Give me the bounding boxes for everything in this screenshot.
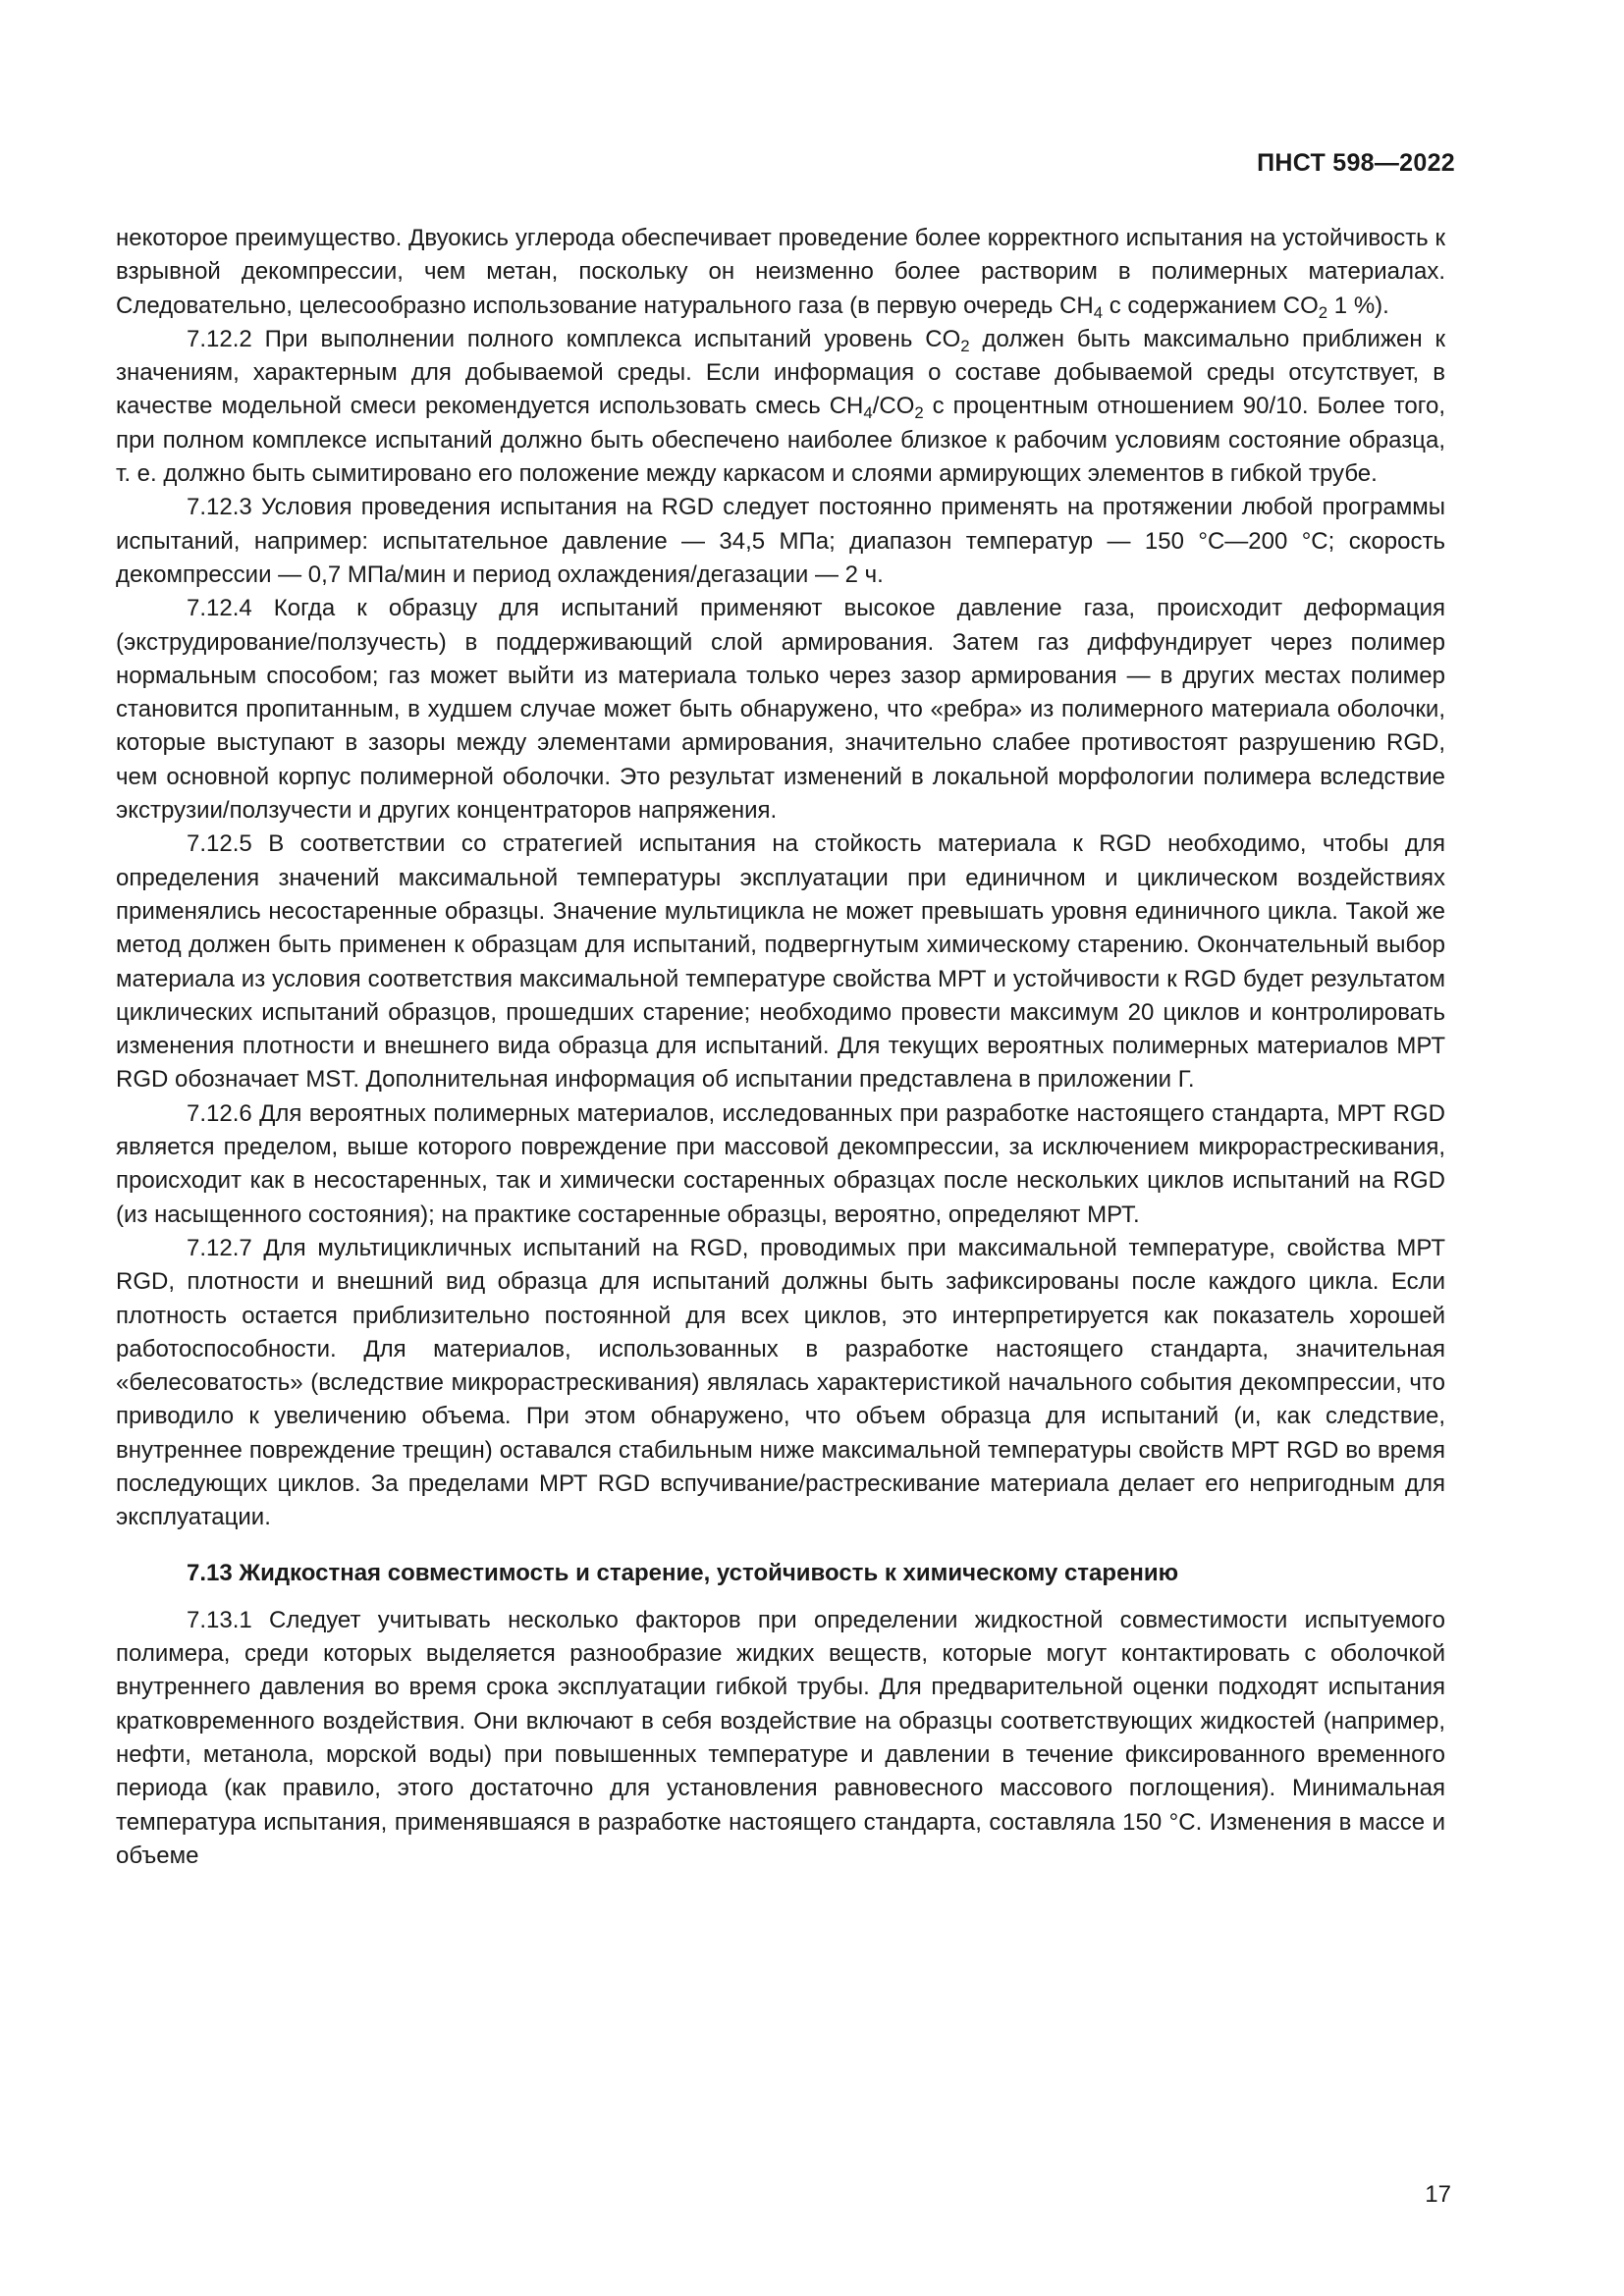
document-header: ПНСТ 598—2022: [1257, 149, 1455, 177]
paragraph-7-12-6: 7.12.6 Для вероятных полимерных материалов, исследованных при разработке настоящего стандарта, МРТ RGD является пределом, выше которого повреждение при массовой декомпрессии, за исключением микрорастрескивания, происходит как в несостаренных, так и химически состаренных образцах после нескольких циклов испытаний на RGD (из насыщенного состояния); на практике состаренные образцы, вероятно, определяют МРТ.: [116, 1099, 1445, 1228]
paragraph-7-13-1: 7.13.1 Следует учитывать несколько факторов при определении жидкостной совместимости испытуемого полимера, среди которых выделяется разнообразие жидких веществ, которые могут контактировать с оболочкой внутреннего давления во время срока эксплуатации гибкой трубы. Для предварительной оценки подходят испытания кратковременного воздействия. Они включают в себя воздействие на образцы соответствующих жидкостей (например, нефти, метанола, морской воды) при повышенных температуре и давлении в течение фиксированного временного периода (как правило, этого достаточно для установления равновесного массового поглощения). Минимальная температура испытания, применявшаяся в разработке настоящего стандарта, составляла 150 °С. Изменения в массе и объеме: [116, 1606, 1445, 1869]
paragraph-text: с процентным отношением 90/10. Более того, при полном комплексе испытаний должно быть обеспечено наиболее близкое к рабочим условиям состояние образца, т. е. должно быть сымитировано его положение между каркасом и слоями армирующих элементов в гибкой трубе.: [116, 393, 1445, 488]
subscript: 2: [1318, 302, 1328, 322]
paragraph-7-12-5: 7.12.5 В соответствии со стратегией испытания на стойкость материала к RGD необходимо, чтобы для определения значений максимальной температуры эксплуатации при единичном и циклическом воздействиях применялись несостаренные образцы. Значение мультицикла не может превышать уровня единичного цикла. Такой же метод должен быть применен к образцам для испытаний, подвергнутым химическому старению. Окончательный выбор материала из условия соответствия максимальной температуре свойства МРТ и устойчивости к RGD будет результатом циклических испытаний образцов, прошедших старение; необходимо провести максимум 20 циклов и контролировать изменения плотности и внешнего вида образца для испытаний. Для текущих вероятных полимерных материалов МРТ RGD обозначает MST. Дополнительная информация об испытании представлена в приложении Г.: [116, 830, 1445, 1094]
paragraph-7-12-4: 7.12.4 Когда к образцу для испытаний применяют высокое давление газа, происходит деформация (экструдирование/ползучесть) в поддерживающий слой армирования. Затем газ диффундирует через полимер нормальным способом; газ может выйти из материала только через зазор армирования — в других местах полимер становится пропитанным, в худшем случае может быть обнаружено, что «ребра» из полимерного материала оболочки, которые выступают в зазоры между элементами армирования, значительно слабее противостоят разрушению RGD, чем основной корпус полимерной оболочки. Это результат изменений в локальной морфологии полимера вследствие экструзии/ползучести и других концентраторов напряжения.: [116, 595, 1445, 825]
subscript: 2: [960, 336, 970, 355]
paragraph-continuation: [116, 222, 1445, 323]
subscript: 2: [914, 403, 924, 423]
paragraph-text: должен быть максимально приближен к значениям, характерным для добываемой среды. Если информация о составе добываемой среды отсутствует, в качестве модельной смеси рекомендуется использовать смесь CH: [116, 325, 1446, 420]
paragraph-text: 7.12.2 При выполнении полного комплекса испытаний уровень CO: [187, 325, 961, 352]
paragraph-text: некоторое преимущество. Двуокись углерода обеспечивает проведение более корректного испытания на устойчивость к взрывной декомпрессии, чем метан, поскольку он неизменно более растворим в полимерных материалах. Следовательно, целесообразно использование натурального газа (в первую очередь CH: [116, 225, 1445, 319]
paragraph-7-12-2: [116, 323, 1445, 491]
paragraph-7-12-7: 7.12.7 Для мультицикличных испытаний на RGD, проводимых при максимальной температуре, свойства МРТ RGD, плотности и внешний вид образца для испытаний должны быть зафиксированы после каждого цикла. Если плотность остается приблизительно постоянной для всех циклов, это интерпретируется как показатель хорошей работоспособности. Для материалов, использованных в разработке настоящего стандарта, значительная «белесоватость» (вследствие микрорастрескивания) являлась характеристикой начального события декомпрессии, что приводило к увеличению объема. При этом обнаружено, что объем образца для испытаний (и, как следствие, внутреннее повреждение трещин) оставался стабильным ниже максимальной температуры свойств МРТ RGD во время последующих циклов. За пределами МРТ RGD вспучивание/растрескивание материала делает его непригодным для эксплуатации.: [116, 1234, 1445, 1531]
document-body: [116, 222, 1445, 1873]
paragraph-text: с содержанием CO: [1103, 292, 1319, 319]
subscript: 4: [1093, 302, 1104, 322]
paragraph-text: 1 %).: [1327, 292, 1389, 319]
paragraph-7-12-3: 7.12.3 Условия проведения испытания на RGD следует постоянно применять на протяжении любой программы испытаний, например: испытательное давление — 34,5 МПа; диапазон температур — 150 °С—200 °С; скорость декомпрессии — 0,7 МПа/мин и период охлаждения/дегазации — 2 ч.: [116, 494, 1445, 588]
section-heading-7-13: 7.13 Жидкостная совместимость и старение, устойчивость к химическому старению: [187, 1559, 1179, 1586]
page-number: 17: [1425, 2181, 1451, 2208]
subscript: 4: [863, 403, 873, 423]
paragraph-text: /CO: [872, 393, 915, 420]
